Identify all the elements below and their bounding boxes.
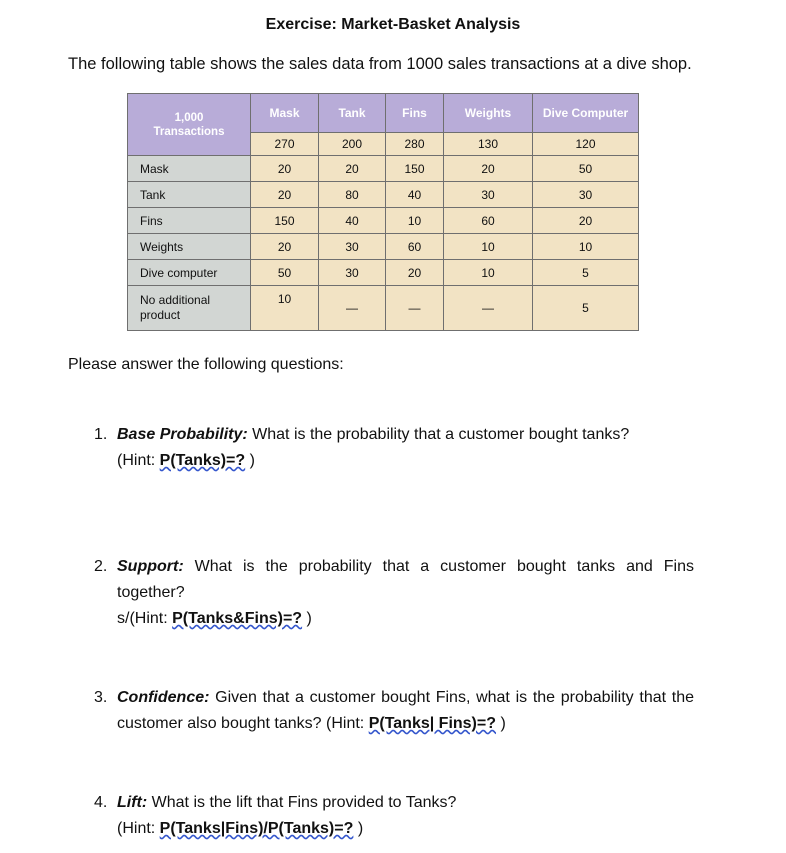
table-cell: 10 <box>444 234 533 260</box>
hint-open: (Hint: <box>129 610 173 627</box>
table-cell: 30 <box>319 234 386 260</box>
table-cell: 30 <box>319 260 386 286</box>
total-cell: 280 <box>386 133 444 156</box>
row-label: Fins <box>128 208 251 234</box>
table-cell: 150 <box>386 156 444 182</box>
corner-cell <box>128 94 251 156</box>
sales-table <box>127 93 639 331</box>
question-line <box>94 685 694 737</box>
question-number: 3. <box>94 689 108 706</box>
table-cell: 20 <box>251 234 319 260</box>
hint-open: (Hint: <box>117 452 160 469</box>
question-hint <box>94 606 694 632</box>
header-cell: Weights <box>444 94 533 133</box>
question-3 <box>94 685 694 737</box>
question-number: 4. <box>94 794 108 811</box>
total-cell: 200 <box>319 133 386 156</box>
question-text: What is the probability that a customer bought tanks? <box>247 426 630 443</box>
question-text: What is the probability that a customer bought tanks and Fins together? <box>117 558 694 601</box>
exercise-title: Exercise: Market-Basket Analysis <box>265 16 521 33</box>
hint-close: ) <box>496 715 506 732</box>
header-cell: Mask <box>251 94 319 133</box>
question-line <box>94 422 694 448</box>
question-2 <box>94 554 694 632</box>
table-cell: 150 <box>251 208 319 234</box>
hint-close: ) <box>302 610 312 627</box>
table-cell: 20 <box>444 156 533 182</box>
question-number: 2. <box>94 558 108 575</box>
table-cell: — <box>386 286 444 331</box>
header-cell: Dive Computer <box>533 94 639 133</box>
table-cell: 60 <box>444 208 533 234</box>
table-cell: — <box>319 286 386 331</box>
total-cell: 130 <box>444 133 533 156</box>
question-body <box>117 685 694 737</box>
table-cell: 20 <box>386 260 444 286</box>
row-label: No additional product <box>128 286 251 331</box>
table-cell: 60 <box>386 234 444 260</box>
hint-close: ) <box>353 820 364 837</box>
table-cell: 20 <box>533 208 639 234</box>
hint-formula: P(Tanks)=? <box>159 452 246 469</box>
header-cell: Tank <box>319 94 386 133</box>
table-row <box>128 182 639 208</box>
instructions-text: Please answer the following questions: <box>68 356 344 373</box>
table-row <box>128 156 639 182</box>
question-line <box>94 790 694 816</box>
table-cell: 5 <box>533 286 639 331</box>
hint-close: ) <box>245 452 255 469</box>
table-cell: 10 <box>533 234 639 260</box>
row-label: Weights <box>128 234 251 260</box>
question-text: What is the lift that Fins provided to Tanks? <box>147 794 457 811</box>
table-cell: 40 <box>319 208 386 234</box>
row-label: Mask <box>128 156 251 182</box>
table-cell: 50 <box>251 260 319 286</box>
total-cell: 270 <box>251 133 319 156</box>
table-cell: 10 <box>386 208 444 234</box>
question-hint <box>94 816 694 842</box>
table-cell: 30 <box>533 182 639 208</box>
question-term: Lift: <box>117 794 148 811</box>
question-1 <box>94 422 694 474</box>
table-row <box>128 286 639 331</box>
question-term: Base Probability: <box>117 426 248 443</box>
table-row <box>128 234 639 260</box>
question-term: Support: <box>117 558 184 575</box>
hint-prefix: s/ <box>117 610 130 627</box>
table-cell: 40 <box>386 182 444 208</box>
total-cell: 120 <box>533 133 639 156</box>
table-cell: 10 <box>444 260 533 286</box>
header-cell: Fins <box>386 94 444 133</box>
table-row <box>128 260 639 286</box>
question-number: 1. <box>94 426 108 443</box>
hint-formula: P(Tanks| Fins)=? <box>368 715 496 732</box>
corner-line-2: Transactions <box>153 125 225 138</box>
table-cell: 20 <box>251 182 319 208</box>
table-cell: 20 <box>251 156 319 182</box>
table-cell: — <box>444 286 533 331</box>
row-label: Dive computer <box>128 260 251 286</box>
table-cell: 20 <box>319 156 386 182</box>
row-label: Tank <box>128 182 251 208</box>
question-body <box>117 554 694 606</box>
hint-open: (Hint: <box>117 820 160 837</box>
table-cell: 5 <box>533 260 639 286</box>
table-cell: 30 <box>444 182 533 208</box>
header-row <box>128 94 639 133</box>
intro-text: The following table shows the sales data from 1000 sales transactions at a dive shop. <box>68 55 692 73</box>
table-cell: 50 <box>533 156 639 182</box>
hint-formula: P(Tanks|Fins)/P(Tanks)=? <box>159 820 354 837</box>
corner-line-1: 1,000 <box>174 111 204 124</box>
table-row <box>128 208 639 234</box>
question-term: Confidence: <box>117 689 210 706</box>
question-hint <box>94 448 694 474</box>
hint-open: (Hint: <box>326 715 369 732</box>
question-4 <box>94 790 694 842</box>
question-text: Given that a customer bought Fins, what is the probability that the customer also bought tanks? <box>117 689 694 732</box>
hint-formula: P(Tanks&Fins)=? <box>172 610 303 627</box>
question-line <box>94 554 694 606</box>
table-cell: 80 <box>319 182 386 208</box>
table-cell: 10 <box>251 286 319 331</box>
